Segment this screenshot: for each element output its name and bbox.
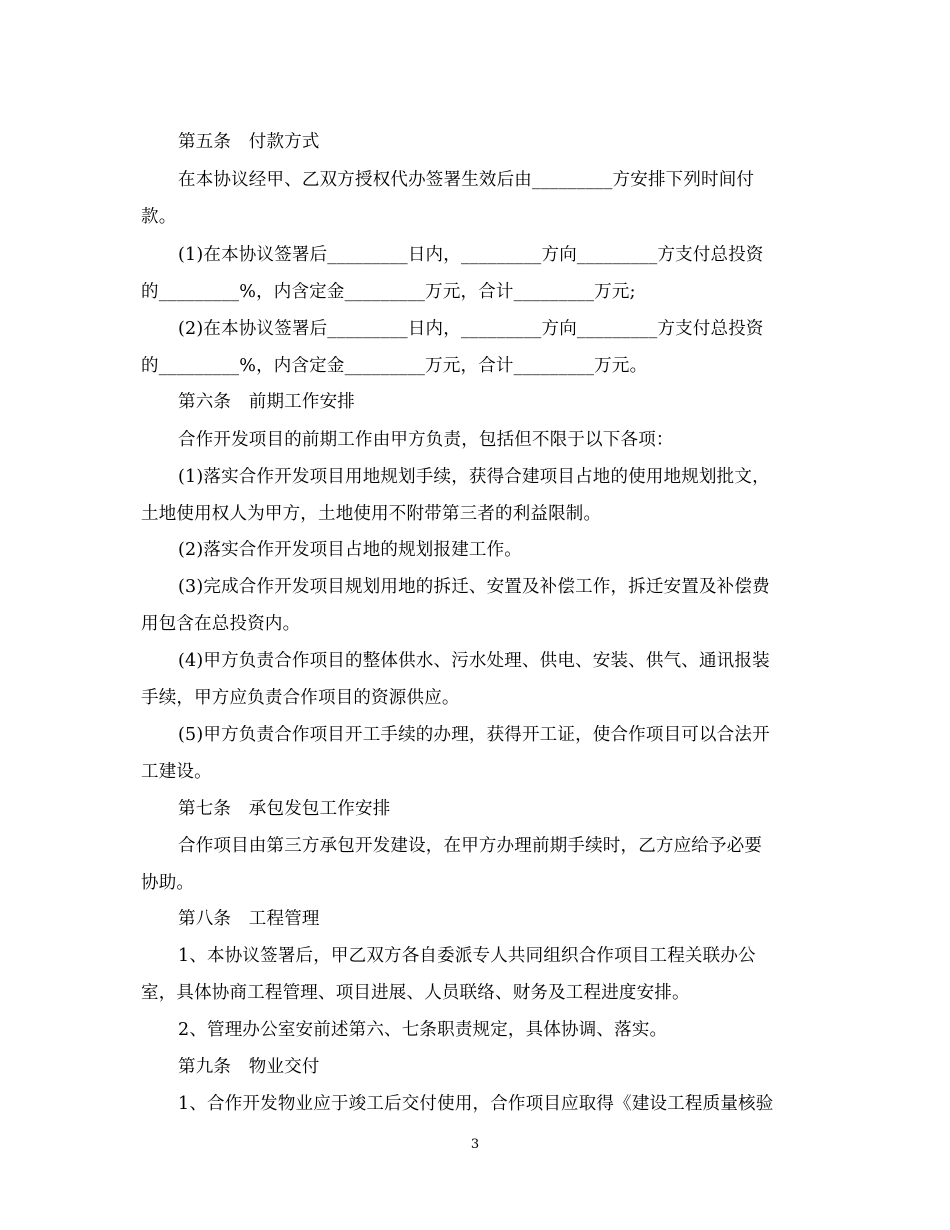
paragraph-line: 合作开发项目的前期工作由甲方负责，包括但不限于以下各项：: [178, 430, 674, 450]
item-4-line: (4)甲方负责合作项目的整体供水、污水处理、供电、安装、供气、通讯报装: [178, 651, 770, 671]
page-number: 3: [470, 1137, 480, 1152]
paragraph-line: 2、管理办公室安前述第六、七条职责规定，具体协调、落实。: [178, 1020, 668, 1040]
item-2-line: (2)落实合作开发项目占地的规划报建工作。: [178, 540, 522, 560]
paragraph-line: 1、本协议签署后，甲乙双方各自委派专人共同组织合作项目工程关联办公: [178, 946, 756, 966]
clause-2-line: (2)在本协议签署后_________日内，_________方向_________方支付总投资: [178, 319, 764, 339]
section-5-heading: 第五条 付款方式: [178, 132, 320, 152]
section-7-heading: 第七条 承包发包工作安排: [178, 799, 391, 819]
section-8-heading: 第八条 工程管理: [178, 909, 320, 929]
paragraph-line: 室，具体协商工程管理、项目进展、人员联络、财务及工程进度安排。: [141, 983, 690, 1003]
item-5-line: 工建设。: [141, 762, 212, 782]
paragraph-line: 在本协议经甲、乙双方授权代办签署生效后由_________方安排下列时间付: [178, 170, 755, 190]
paragraph-line: 合作项目由第三方承包开发建设，在甲方办理前期手续时，乙方应给予必要: [178, 836, 763, 856]
paragraph-line: 款。: [141, 207, 177, 227]
clause-1-line: 的_________%，内含定金_________万元，合计_________万元;: [141, 282, 636, 302]
clause-1-line: (1)在本协议签署后_________日内，_________方向_________方支付总投资: [178, 245, 764, 265]
item-3-line: (3)完成合作开发项目规划用地的拆迁、安置及补偿工作，拆迁安置及补偿费: [178, 577, 770, 597]
section-9-heading: 第九条 物业交付: [178, 1057, 320, 1077]
clause-2-line: 的_________%，内含定金_________万元，合计_________万元。: [141, 356, 648, 376]
item-1-line: (1)落实合作开发项目用地规划手续，获得合建项目占地的使用地规划批文，: [178, 467, 770, 487]
item-3-line: 用包含在总投资内。: [141, 614, 301, 634]
section-6-heading: 第六条 前期工作安排: [178, 392, 355, 412]
paragraph-line: 1、合作开发物业应于竣工后交付使用，合作项目应取得《建设工程质量核验: [178, 1094, 774, 1114]
item-1-line: 土地使用权人为甲方，土地使用不附带第三者的利益限制。: [141, 504, 602, 524]
item-5-line: (5)甲方负责合作项目开工手续的办理，获得开工证，使合作项目可以合法开: [178, 725, 770, 745]
item-4-line: 手续，甲方应负责合作项目的资源供应。: [141, 688, 460, 708]
paragraph-line: 协助。: [141, 873, 195, 893]
